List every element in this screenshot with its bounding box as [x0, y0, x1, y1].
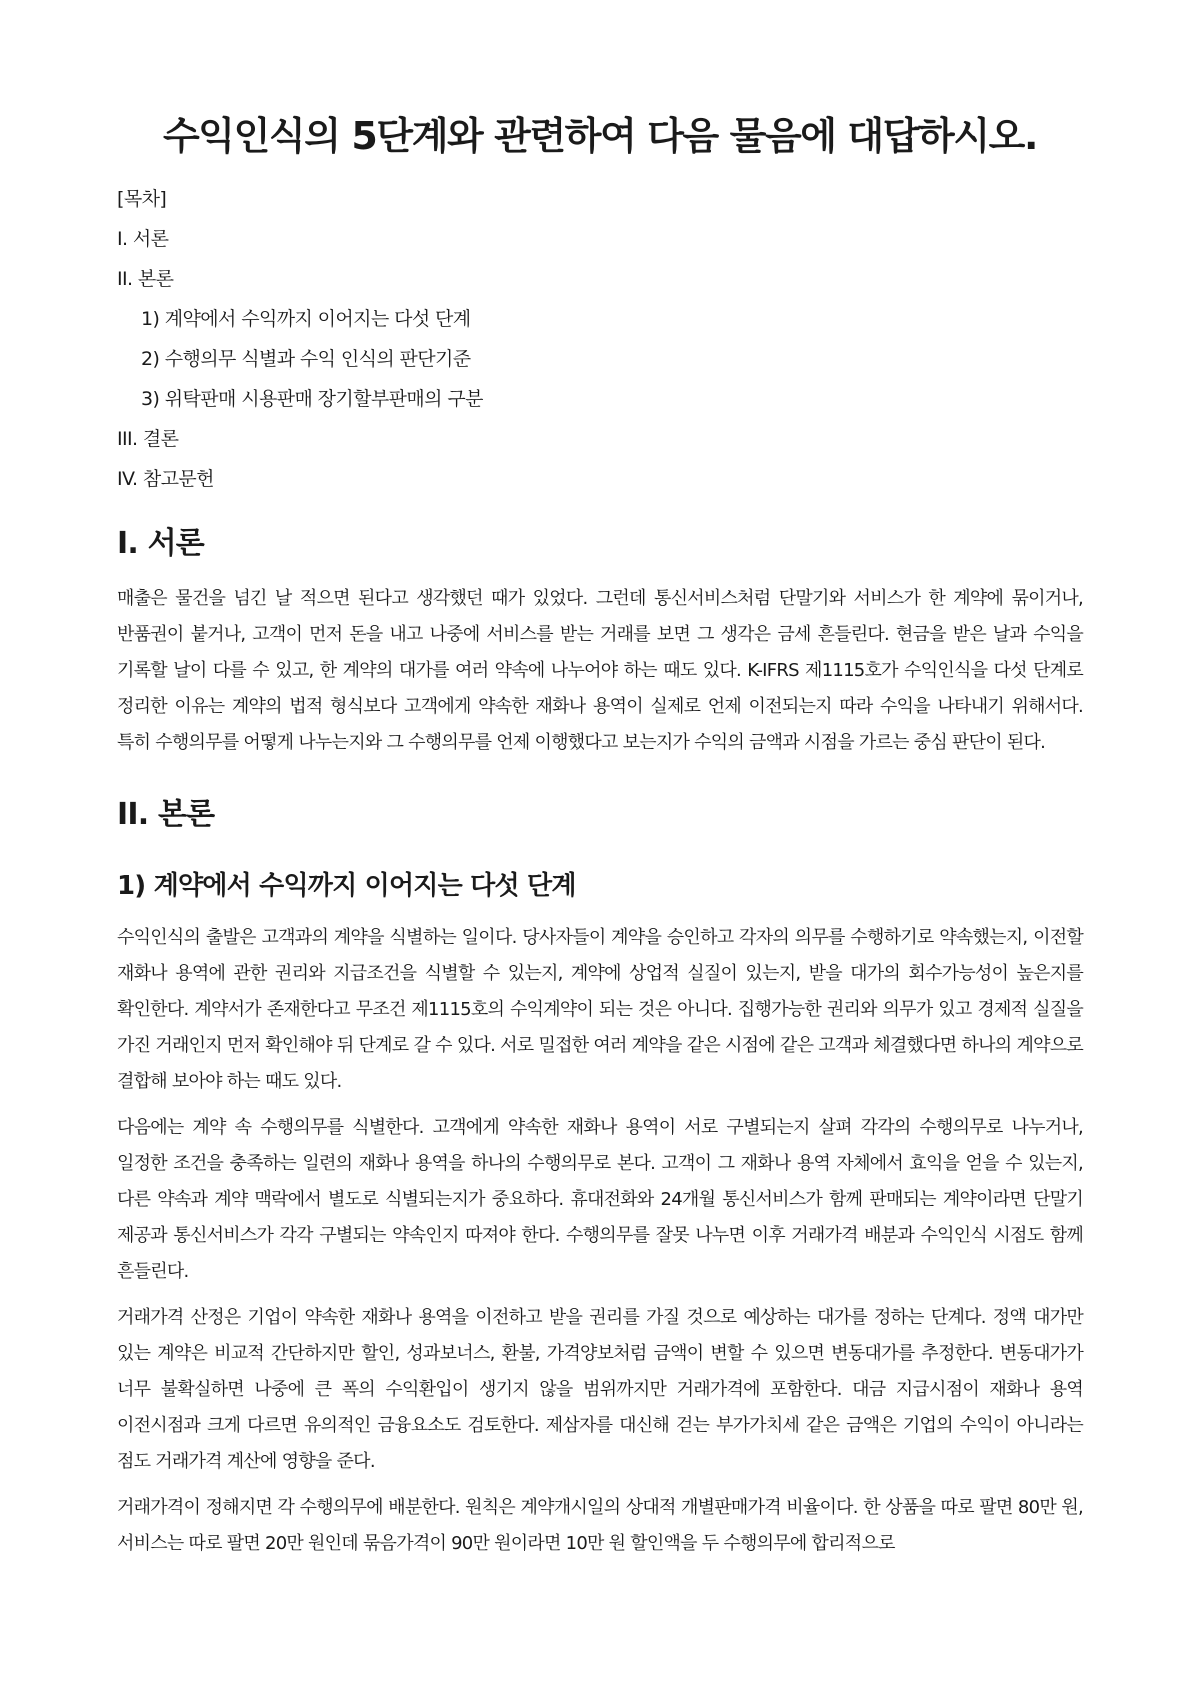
toc-item-body-sub1: 1) 계약에서 수익까지 이어지는 다섯 단계: [141, 308, 471, 331]
body-paragraph-contract-identification: 수익인식의 출발은 고객과의 계약을 식별하는 일이다. 당사자들이 계약을 승인하고 각자의 의무를 수행하기로 약속했는지, 이전할 재화나 용역에 관한 권리와 지급조건을 식별할 수 있는지, 계약에 상업적 실질이 있는지, 받을 대가의 회수가능성이 높은지를 확인한다. 계약서가 존재한다고 무조건 제1115호의 수익계약이 되는 것은 아니다. 집행가능한 권리와 의무가 있고 경제적 실질을 가진 거래인지 먼저 확인해야 뒤 단계로 갈 수 있다. 서로 밀접한 여러 계약을 같은 시점에 같은 고객과 체결했다면 하나의 계약으로 결합해 보아야 하는 때도 있다.: [117, 927, 1083, 1093]
document-title: 수익인식의 5단계와 관련하여 다음 물음에 대답하시오.: [162, 114, 1037, 158]
toc-heading: [목차]: [117, 188, 167, 211]
section-heading-intro: I. 서론: [117, 526, 204, 562]
toc-item-references: IV. 참고문헌: [117, 468, 214, 491]
toc-item-intro: I. 서론: [117, 228, 169, 251]
body-paragraph-transaction-price: 거래가격 산정은 기업이 약속한 재화나 용역을 이전하고 받을 권리를 가질 것으로 예상하는 대가를 정하는 단계다. 정액 대가만 있는 계약은 비교적 간단하지만 할인, 성과보너스, 환불, 가격양보처럼 금액이 변할 수 있으면 변동대가를 추정한다. 변동대가가 너무 불확실하면 나중에 큰 폭의 수익환입이 생기지 않을 범위까지만 거래가격에 포함한다. 대금 지급시점이 재화나 용역 이전시점과 크게 다르면 유의적인 금융요소도 검토한다. 제삼자를 대신해 걷는 부가가치세 같은 금액은 기업의 수익이 아니라는 점도 거래가격 계산에 영향을 준다.: [117, 1307, 1083, 1473]
section-heading-body: II. 본론: [117, 797, 215, 833]
toc-item-conclusion: III. 결론: [117, 428, 179, 451]
toc-item-body: II. 본론: [117, 268, 174, 291]
body-paragraph-price-allocation: 거래가격이 정해지면 각 수행의무에 배분한다. 원칙은 계약개시일의 상대적 개별판매가격 비율이다. 한 상품을 따로 팔면 80만 원, 서비스는 따로 팔면 20만 원인데 묶음가격이 90만 원이라면 10만 원 할인액을 두 수행의무에 합리적으로: [117, 1497, 1083, 1555]
toc-item-body-sub3: 3) 위탁판매 시용판매 장기할부판매의 구분: [141, 388, 483, 411]
subsection-heading-five-steps: 1) 계약에서 수익까지 이어지는 다섯 단계: [117, 871, 576, 902]
toc-item-body-sub2: 2) 수행의무 식별과 수익 인식의 판단기준: [141, 348, 471, 371]
body-paragraph-performance-obligations: 다음에는 계약 속 수행의무를 식별한다. 고객에게 약속한 재화나 용역이 서로 구별되는지 살펴 각각의 수행의무로 나누거나, 일정한 조건을 충족하는 일련의 재화나 용역을 하나의 수행의무로 본다. 고객이 그 재화나 용역 자체에서 효익을 얻을 수 있는지, 다른 약속과 계약 맥락에서 별도로 식별되는지가 중요하다. 휴대전화와 24개월 통신서비스가 함께 판매되는 계약이라면 단말기 제공과 통신서비스가 각각 구별되는 약속인지 따져야 한다. 수행의무를 잘못 나누면 이후 거래가격 배분과 수익인식 시점도 함께 흔들린다.: [117, 1117, 1083, 1283]
intro-paragraph: 매출은 물건을 넘긴 날 적으면 된다고 생각했던 때가 있었다. 그런데 통신서비스처럼 단말기와 서비스가 한 계약에 묶이거나, 반품권이 붙거나, 고객이 먼저 돈을 내고 나중에 서비스를 받는 거래를 보면 그 생각은 금세 흔들린다. 현금을 받은 날과 수익을 기록할 날이 다를 수 있고, 한 계약의 대가를 여러 약속에 나누어야 하는 때도 있다. K-IFRS 제1115호가 수익인식을 다섯 단계로 정리한 이유는 계약의 법적 형식보다 고객에게 약속한 재화나 용역이 실제로 언제 이전되는지 따라 수익을 나타내기 위해서다. 특히 수행의무를 어떻게 나누는지와 그 수행의무를 언제 이행했다고 보는지가 수익의 금액과 시점을 가르는 중심 판단이 된다.: [117, 588, 1083, 754]
table-of-contents: [117, 179, 1083, 499]
